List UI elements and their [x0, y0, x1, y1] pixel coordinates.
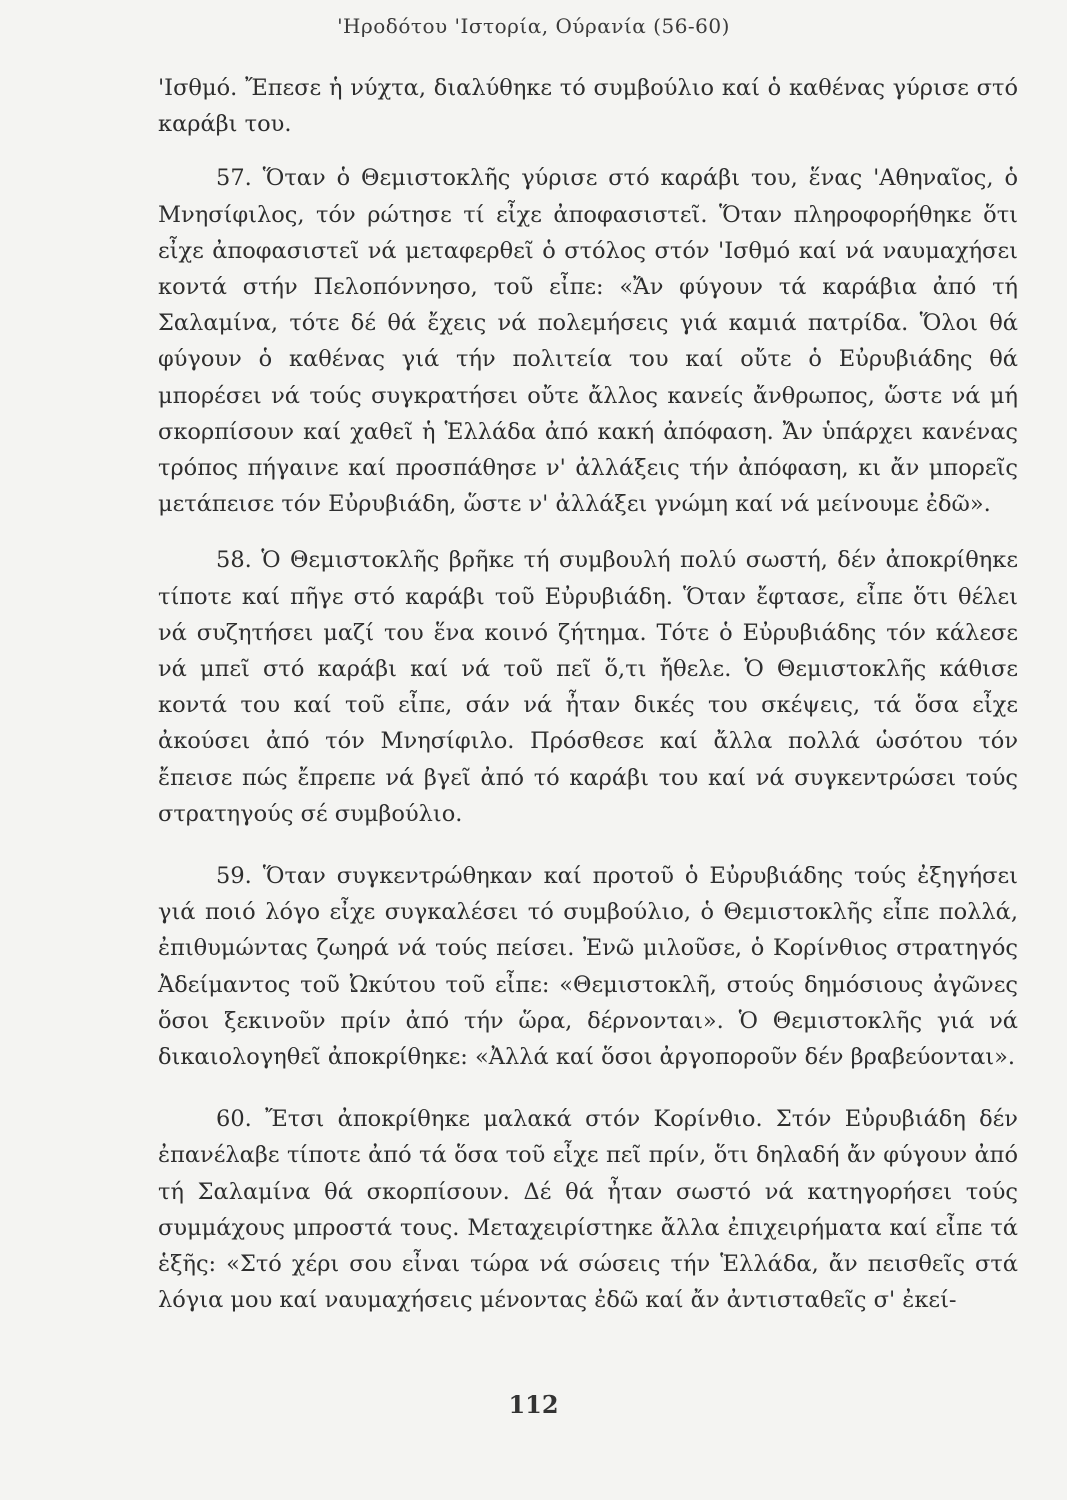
- page-number: 112: [508, 1390, 559, 1419]
- body-text: [158, 70, 1018, 1319]
- paragraph-58: 58. Ὁ Θεμιστοκλῆς βρῆκε τή συμβουλή πολύ σωστή, δέν ἀποκρίθηκε τίποτε καί πῆγε στό καράβι τοῦ Εὐρυβιάδη. Ὅταν ἔφτασε, εἶπε ὅτι θέλει νά συζητήσει μαζί του ἕνα κοινό ζήτημα. Τότε ὁ Εὐρυβιάδης τόν κάλεσε νά μπεῖ στό καράβι καί νά τοῦ πεῖ ὅ,τι ἤθελε. Ὁ Θεμιστοκλῆς κάθισε κοντά του καί τοῦ εἶπε, σάν νά ἦταν δικές του σκέψεις, τά ὅσα εἶχε ἀκούσει ἀπό τόν Μνησίφιλο. Πρόσθεσε καί ἄλλα πολλά ὡσότου τόν ἔπεισε πώς ἔπρεπε νά βγεῖ ἀπό τό καράβι του καί νά συγκεντρώσει τούς στρατηγούς σέ συμβούλιο.: [158, 547, 1018, 827]
- paragraph-gap: [158, 142, 1018, 160]
- paragraph-continuation: 'Ισθμό. Ἔπεσε ἡ νύχτα, διαλύθηκε τό συμβούλιο καί ὁ καθένας γύρισε στό καράβι του.: [158, 75, 1018, 138]
- paragraph-59: 59. Ὅταν συγκεντρώθηκαν καί προτοῦ ὁ Εὐρυβιάδης τούς ἐξηγήσει γιά ποιό λόγο εἶχε συγκαλέσει τό συμβούλιο, ὁ Θεμιστοκλῆς εἶπε πολλά, ἐπιθυμώντας ζωηρά νά τούς πείσει. Ἐνῶ μιλοῦσε, ὁ Κορίνθιος στρατηγός Ἀδείμαντος τοῦ Ὠκύτου τοῦ εἶπε: «Θεμιστοκλῆ, στούς δημόσιους ἀγῶνες ὅσοι ξεκινοῦν πρίν ἀπό τήν ὥρα, δέρνονται». Ὁ Θεμιστοκλῆς γιά νά δικαιολογηθεῖ ἀποκρίθηκε: «Ἀλλά καί ὅσοι ἀργοποροῦν δέν βραβεύονται».: [158, 863, 1018, 1071]
- paragraph-gap: [158, 522, 1018, 542]
- paragraph-gap: [158, 832, 1018, 858]
- paragraph-60: 60. Ἔτσι ἀποκρίθηκε μαλακά στόν Κορίνθιο. Στόν Εὐρυβιάδη δέν ἐπανέλαβε τίποτε ἀπό τά ὅσα τοῦ εἶχε πεῖ πρίν, ὅτι δηλαδή ἄν φύγουν ἀπό τή Σαλαμίνα θά σκορπίσουν. Δέ θά ἦταν σωστό νά κατηγορήσει τούς συμμάχους μπροστά τους. Μεταχειρίστηκε ἄλλα ἐπιχειρήματα καί εἶπε τά ἑξῆς: «Στό χέρι σου εἶναι τώρα νά σώσεις τήν Ἑλλάδα, ἄν πεισθεῖς στά λόγια μου καί ναυμαχήσεις μένοντας ἐδῶ καί ἄν ἀντισταθεῖς σ' ἐκεί-: [158, 1106, 1018, 1314]
- paragraph-57: 57. Ὅταν ὁ Θεμιστοκλῆς γύρισε στό καράβι του, ἕνας 'Αθηναῖος, ὁ Μνησίφιλος, τόν ρώτησε τί εἶχε ἀποφασιστεῖ. Ὅταν πληροφορήθηκε ὅτι εἶχε ἀποφασιστεῖ νά μεταφερθεῖ ὁ στόλος στόν 'Ισθμό καί νά ναυμαχήσει κοντά στήν Πελοπόννησο, τοῦ εἶπε: «Ἄν φύγουν τά καράβια ἀπό τή Σαλαμίνα, τότε δέ θά ἔχεις νά πολεμήσεις γιά καμιά πατρίδα. Ὅλοι θά φύγουν ὁ καθένας γιά τήν πολιτεία του καί οὔτε ὁ Εὐρυβιάδης θά μπορέσει νά τούς συγκρατήσει οὔτε ἄλλος κανείς ἄνθρωπος, ὥστε νά μή σκορπίσουν καί χαθεῖ ἡ Ἑλλάδα ἀπό κακή ἀπόφαση. Ἄν ὑπάρχει κανένας τρόπος πήγαινε καί προσπάθησε ν' ἀλλάξεις τήν ἀπόφαση, κι ἄν μπορεῖς μετάπεισε τόν Εὐρυβιάδη, ὥστε ν' ἀλλάξει γνώμη καί νά μείνουμε ἐδῶ».: [158, 165, 1018, 518]
- running-head: 'Ηροδότου 'Ιστορία, Ούρανία (56-60): [337, 14, 730, 38]
- paragraph-gap: [158, 1075, 1018, 1101]
